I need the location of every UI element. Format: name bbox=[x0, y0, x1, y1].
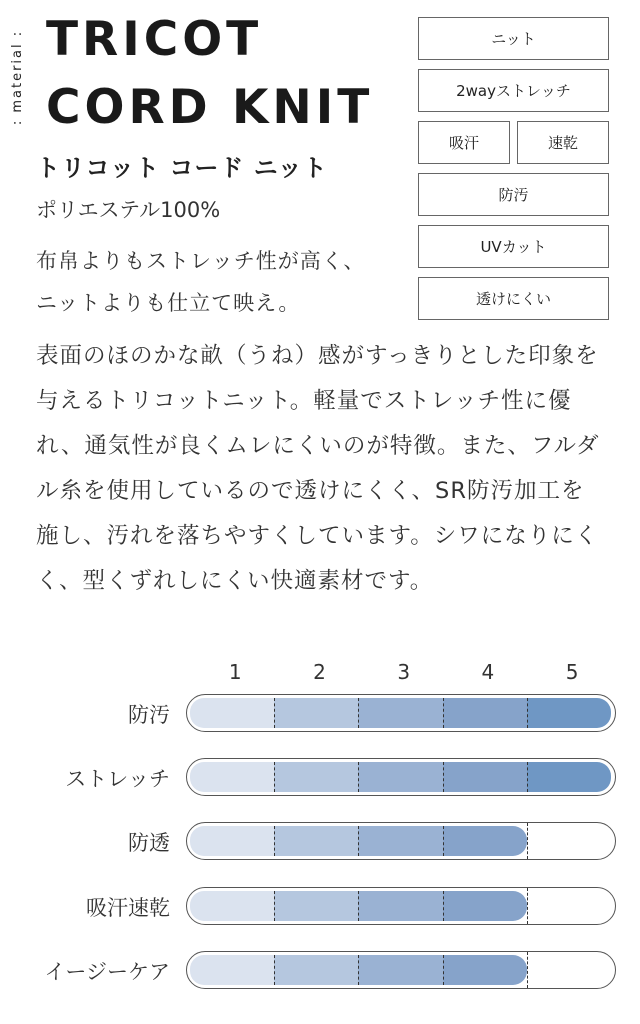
rating-bar-track bbox=[186, 694, 616, 732]
rating-bar-fill bbox=[190, 955, 527, 985]
rating-segment bbox=[190, 698, 274, 728]
scale-label-4: 4 bbox=[481, 660, 495, 684]
title-line-1: TRICOT bbox=[46, 12, 263, 67]
scale-label-3: 3 bbox=[397, 660, 411, 684]
rating-segment bbox=[190, 826, 274, 856]
rating-label-1: 防汚 bbox=[128, 703, 170, 727]
rating-label-3: 防透 bbox=[128, 831, 170, 855]
tag-2way-stretch: 2wayストレッチ bbox=[418, 69, 609, 112]
rating-segment bbox=[358, 762, 442, 792]
tag-absorb: 吸汗 bbox=[418, 121, 510, 164]
rating-label-5: イージーケア bbox=[44, 960, 170, 984]
rating-segment bbox=[358, 826, 442, 856]
rating-segment bbox=[358, 955, 442, 985]
rating-segment bbox=[274, 891, 358, 921]
rating-segment bbox=[527, 698, 611, 728]
rating-divider bbox=[527, 823, 528, 859]
material-composition: ポリエステル100% bbox=[36, 198, 221, 222]
rating-bar-track bbox=[186, 887, 616, 925]
scale-label-2: 2 bbox=[313, 660, 326, 684]
tag-stain-resistant: 防汚 bbox=[418, 173, 609, 216]
title-line-2: CORD KNIT bbox=[46, 80, 374, 135]
catch-copy-line-1: 布帛よりもストレッチ性が高く、 bbox=[36, 249, 366, 273]
rating-segment bbox=[358, 891, 442, 921]
tag-knit: ニット bbox=[418, 17, 609, 60]
rating-label-2: ストレッチ bbox=[65, 767, 170, 791]
rating-divider bbox=[527, 888, 528, 924]
side-label: : material : bbox=[10, 29, 26, 125]
rating-bar-fill bbox=[190, 762, 611, 792]
tag-quick-dry: 速乾 bbox=[517, 121, 609, 164]
rating-bar-fill bbox=[190, 698, 611, 728]
rating-divider bbox=[527, 952, 528, 988]
rating-segment bbox=[527, 762, 611, 792]
rating-bar-fill bbox=[190, 826, 527, 856]
rating-segment bbox=[274, 698, 358, 728]
rating-segment bbox=[443, 698, 527, 728]
rating-segment bbox=[190, 955, 274, 985]
rating-segment bbox=[443, 826, 527, 856]
rating-bar-track bbox=[186, 758, 616, 796]
scale-label-1: 1 bbox=[228, 660, 242, 684]
title-japanese: トリコット コード ニット bbox=[36, 154, 328, 182]
tag-uv-cut: UVカット bbox=[418, 225, 609, 268]
rating-bar-track bbox=[186, 951, 616, 989]
description: 表面のほのかな畝（うね）感がすっきりとした印象を与えるトリコットニット。軽量でストレッチ性に優れ、通気性が良くムレにくいのが特徴。また、フルダル糸を使用しているので透けにくく、SR防汚加工を施し、汚れを落ちやすくしています。シワになりにくく、型くずれしにくい快適素材です。 bbox=[36, 343, 600, 594]
tag-non-see-through: 透けにくい bbox=[418, 277, 609, 320]
rating-segment bbox=[443, 891, 527, 921]
rating-segment bbox=[443, 762, 527, 792]
rating-bar-fill bbox=[190, 891, 527, 921]
catch-copy-line-2: ニットよりも仕立て映え。 bbox=[36, 291, 301, 315]
rating-segment bbox=[274, 955, 358, 985]
rating-segment bbox=[190, 762, 274, 792]
rating-segment bbox=[190, 891, 274, 921]
scale-label-5: 5 bbox=[565, 660, 579, 684]
rating-segment bbox=[274, 826, 358, 856]
rating-segment bbox=[358, 698, 442, 728]
rating-label-4: 吸汗速乾 bbox=[86, 896, 170, 920]
rating-bar-track bbox=[186, 822, 616, 860]
rating-segment bbox=[443, 955, 527, 985]
rating-segment bbox=[274, 762, 358, 792]
